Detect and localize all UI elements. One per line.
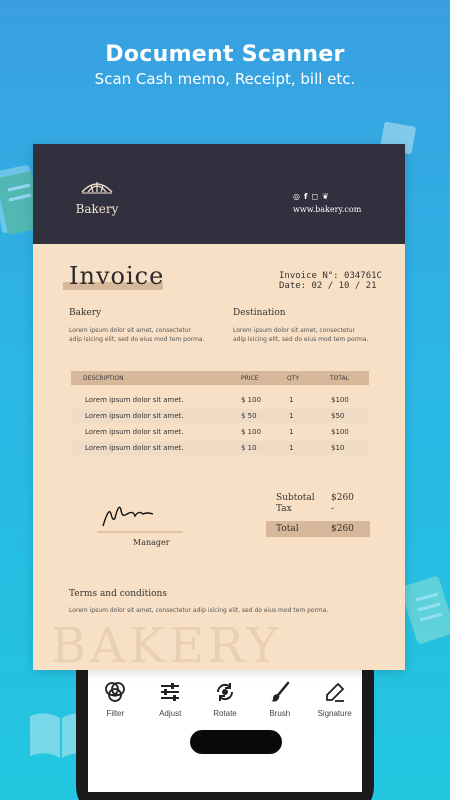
social-icons — [293, 192, 329, 201]
row-description: Lorem ipsum dolor sit amet. — [85, 428, 184, 436]
table-row — [71, 393, 369, 407]
terms-text: Lorem ipsum dolor sit amet, consectetur adip isicing elit, sed do eius mod tem porma. — [69, 607, 329, 614]
row-qty: 1 — [289, 444, 294, 452]
subtotal-value: $260 — [331, 493, 354, 503]
instagram-icon: ◻ — [311, 192, 319, 201]
row-description: Lorem ipsum dolor sit amet. — [85, 396, 184, 404]
row-qty: 1 — [289, 428, 294, 436]
brush-icon — [268, 680, 292, 704]
signature-role: Manager — [133, 538, 170, 547]
adjust-button[interactable] — [143, 680, 197, 718]
facebook-icon: f — [303, 192, 308, 201]
table-row — [71, 409, 369, 423]
from-address — [69, 326, 219, 344]
row-total: $100 — [331, 396, 349, 404]
row-qty: 1 — [289, 412, 294, 420]
from-heading: Bakery — [69, 308, 102, 318]
row-price: $ 100 — [241, 396, 262, 404]
twitter-icon: ❦ — [322, 192, 329, 201]
whatsapp-icon: ◎ — [293, 192, 300, 201]
croissant-icon — [80, 178, 114, 196]
row-total: $10 — [331, 444, 345, 452]
terms-title: Terms and conditions — [69, 589, 167, 599]
signature-drawing — [95, 496, 185, 536]
from-line-1: Lorem ipsum dolor sit amet, consectetur — [69, 327, 192, 334]
header-description: DESCRIPTION — [83, 375, 124, 382]
header-qty: QTY — [287, 375, 300, 382]
home-indicator — [190, 730, 282, 754]
subtotal-label: Subtotal — [276, 493, 315, 503]
total-label: Total — [276, 524, 299, 534]
filter-label: Filter — [106, 709, 125, 718]
website-text: www.bakery.com — [293, 205, 362, 214]
table-header — [71, 371, 369, 385]
row-price: $ 50 — [241, 412, 257, 420]
row-total: $50 — [331, 412, 345, 420]
row-qty: 1 — [289, 396, 294, 404]
row-description: Lorem ipsum dolor sit amet. — [85, 412, 184, 420]
row-price: $ 100 — [241, 428, 262, 436]
decorative-notepad-icon — [402, 570, 450, 660]
tax-value: - — [331, 504, 335, 514]
signature-icon — [323, 680, 347, 704]
header-total: TOTAL — [330, 375, 350, 382]
hero-subtitle: Scan Cash memo, Receipt, bill etc. — [94, 70, 356, 88]
invoice-number: Invoice N°: 034761C — [279, 271, 382, 281]
to-line-2: adip isicing elit, sed do eius mod tem porma. — [233, 336, 369, 343]
invoice-document — [33, 144, 405, 670]
tax-label: Tax — [276, 504, 292, 514]
editor-toolbar — [88, 670, 362, 728]
to-line-1: Lorem ipsum dolor sit amet, consectetur — [233, 327, 356, 334]
adjust-icon — [158, 680, 182, 704]
invoice-title: Invoice — [69, 262, 165, 290]
filter-button[interactable] — [88, 680, 142, 718]
row-description: Lorem ipsum dolor sit amet. — [85, 444, 184, 452]
to-heading: Destination — [233, 308, 286, 318]
invoice-date: Date: 02 / 10 / 21 — [279, 281, 377, 291]
header-price: PRICE — [241, 375, 259, 382]
adjust-label: Adjust — [159, 709, 182, 718]
rotate-icon — [213, 680, 237, 704]
hero-title: Document Scanner — [105, 42, 345, 67]
signature-label: Signature — [317, 709, 352, 718]
filter-icon — [103, 680, 127, 704]
brush-button[interactable] — [253, 680, 307, 718]
row-total: $100 — [331, 428, 349, 436]
bakery-watermark: BAKERY — [51, 618, 283, 670]
rotate-button[interactable] — [198, 680, 252, 718]
table-row — [71, 425, 369, 439]
to-address — [233, 326, 383, 344]
table-row — [71, 441, 369, 455]
rotate-label: Rotate — [213, 709, 237, 718]
row-price: $ 10 — [241, 444, 257, 452]
brush-label: Brush — [269, 709, 291, 718]
signature-button[interactable] — [308, 680, 362, 718]
brand-name: Bakery — [75, 202, 119, 216]
from-line-2: adip isicing elit, sed do eius mod tem porma. — [69, 336, 205, 343]
total-value: $260 — [331, 524, 354, 534]
bakery-logo — [69, 178, 125, 216]
